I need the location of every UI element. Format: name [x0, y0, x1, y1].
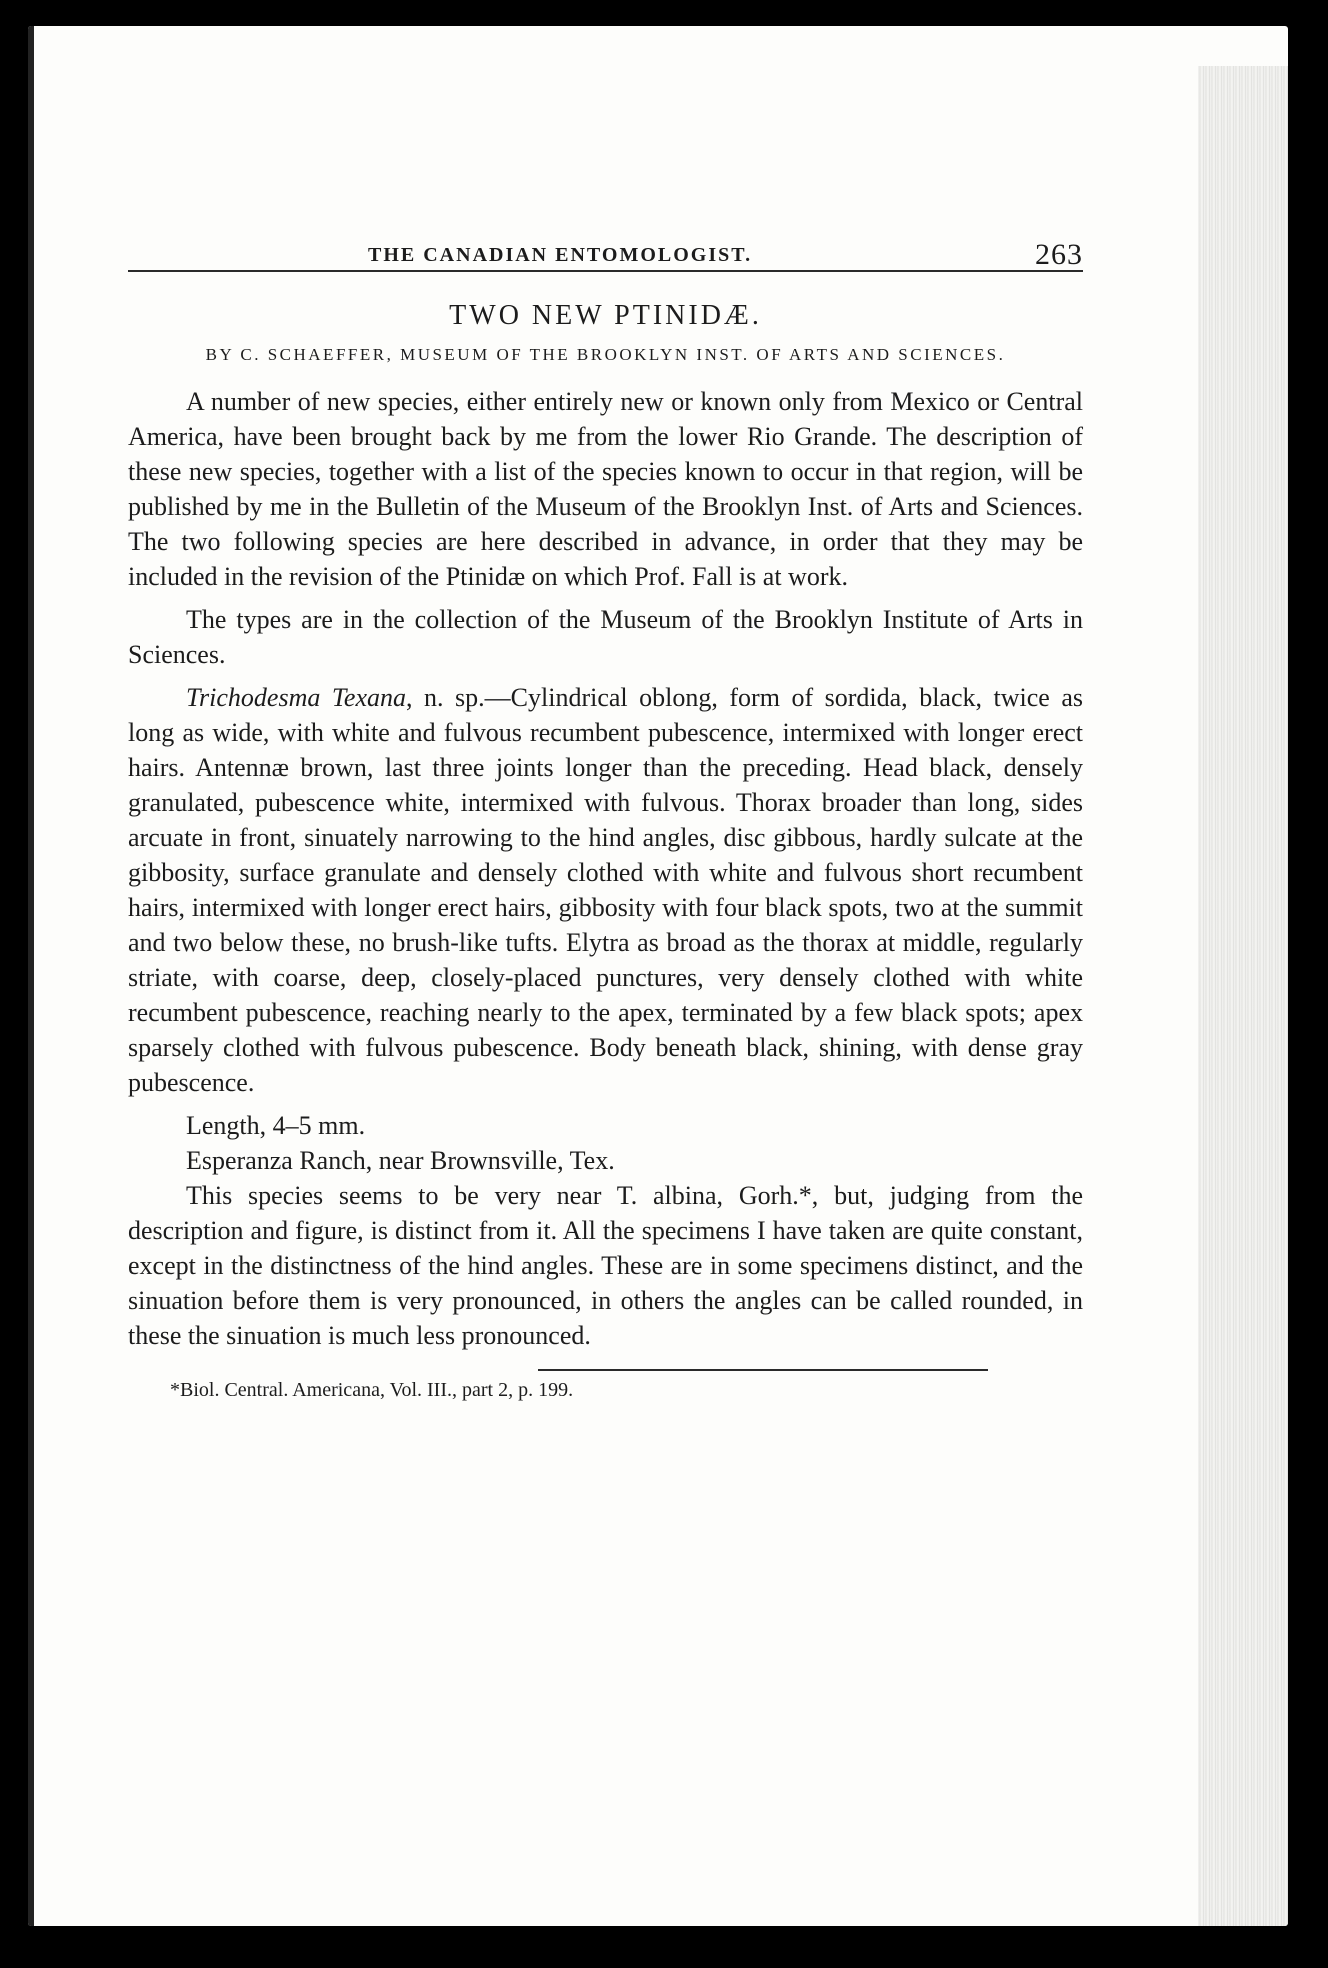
footnote-rule	[538, 1369, 988, 1371]
journal-title: THE CANADIAN ENTOMOLOGIST.	[368, 244, 753, 266]
footnote: *Biol. Central. Americana, Vol. III., part 2, p. 199.	[170, 1379, 574, 1401]
running-head	[128, 210, 1083, 270]
page-edges	[1198, 66, 1288, 1926]
species-length: Length, 4–5 mm.	[186, 1111, 366, 1140]
species-remarks: This species seems to be very near T. albina, Gorh.*, but, judging from the description and figure, is distinct from it. All the specimens I have taken are quite constant, except in the distinctness of the hind angles. These are in some specimens distinct, and the sinuation before them is very pronounced, in others the angles can be called rounded, in these the sinuation is much less pronounced.	[128, 1181, 1083, 1350]
species-locality: Esperanza Ranch, near Brownsville, Tex.	[186, 1146, 615, 1175]
binding-edge	[28, 26, 34, 1926]
book-page	[28, 26, 1288, 1926]
header-rule	[128, 270, 1083, 272]
species-description-text: , n. sp.—Cylindrical oblong, form of sordida, black, twice as long as wide, with white and fulvous recumbent pubescence, intermixed with longer erect hairs. Antennæ brown, last three joints longer than the preceding. Head black, densely granulated, pubescence white, intermixed with fulvous. Thorax broader than long, sides arcuate in front, sinuately narrowing to the hind angles, disc gibbous, hardly sulcate at the gibbosity, surface granulate and densely clothed with white and fulvous short recumbent hairs, intermixed with longer erect hairs, gibbosity with four black spots, two at the summit and two below these, no brush-like tufts. Elytra as broad as the thorax at middle, regularly striate, with coarse, deep, closely-placed punctures, very densely clothed with white recumbent pubescence, reaching nearly to the apex, terminated by a few black spots; apex sparsely clothed with fulvous pubescence. Body beneath black, shining, with dense gray pubescence.	[128, 683, 1083, 1097]
article-title: TWO NEW PTINIDÆ.	[449, 300, 762, 331]
page-content	[128, 210, 1083, 1402]
species-name: Trichodesma Texana	[186, 683, 407, 712]
author-byline: BY C. SCHAEFFER, MUSEUM OF THE BROOKLYN INST. OF ARTS AND SCIENCES.	[205, 345, 1006, 364]
page-number: 263	[1035, 238, 1083, 271]
species-description	[128, 680, 1083, 1100]
types-paragraph: The types are in the collection of the Museum of the Brooklyn Institute of Arts in Sciences.	[128, 605, 1083, 669]
intro-paragraph: A number of new species, either entirely new or known only from Mexico or Central America, have been brought back by me from the lower Rio Grande. The description of these new species, together with a list of the species known to occur in that region, will be published by me in the Bulletin of the Museum of the Brooklyn Inst. of Arts and Sciences. The two following species are here described in advance, in order that they may be included in the revision of the Ptinidæ on which Prof. Fall is at work.	[128, 387, 1083, 591]
